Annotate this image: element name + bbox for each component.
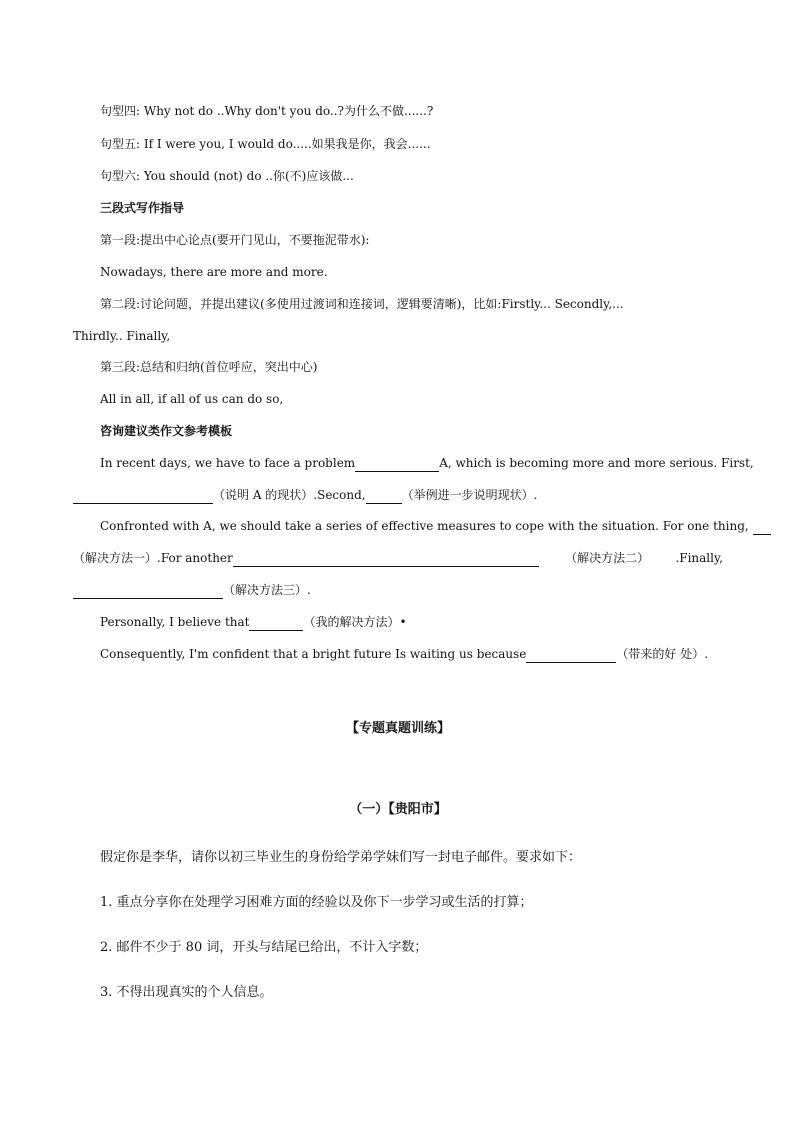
answer-blank (526, 649, 616, 663)
requirement-1: 1. 重点分享你在处理学习困难方面的经验以及你下一步学习或生活的打算； (100, 895, 533, 910)
template-l7a: Consequently, I'm confident that a bright future Is waiting us because (100, 647, 527, 661)
training-title: 【专题真题训练】 (345, 721, 450, 736)
para3-example: All in all, if all of us can do so, (100, 392, 284, 406)
template-l5: （解决方法三）. (223, 583, 311, 597)
template-l4c: .Finally, (675, 551, 723, 565)
template-line-5 (73, 581, 723, 599)
template-l1a: In recent days, we have to face a problem (100, 456, 356, 470)
pattern-6: 句型六: You should (not) do ..你(不)应该做... (100, 169, 354, 183)
template-l4b: （解决方法二） (565, 551, 650, 565)
template-l2b: （举例进一步说明现状）. (401, 488, 538, 502)
template-l1b: A, which is becoming more and more serious. First, (439, 456, 754, 470)
answer-blank (73, 585, 223, 599)
answer-blank (355, 458, 439, 472)
template-heading: 咨询建议类作文参考模板 (100, 424, 233, 438)
para1-guide: 第一段:提出中心论点(要开门见山，不要拖泥带水): (100, 233, 370, 247)
template-line-1 (100, 454, 754, 472)
para2-continuation: Thirdly.. Finally, (73, 329, 171, 343)
template-l3: Confronted with A, we should take a series of effective measures to cope with the situation. For one thing, (100, 519, 749, 533)
training-prompt: 假定你是李华，请你以初三毕业生的身份给学弟学妹们写一封电子邮件。要求如下： (100, 850, 582, 865)
template-l2a: （说明 A 的现状）.Second, (213, 488, 366, 502)
answer-blank (366, 490, 402, 504)
training-subtitle: （一）【贵阳市】 (349, 802, 447, 817)
pattern-5: 句型五: If I were you, I would do.....如果我是你，我会...... (100, 137, 431, 151)
answer-blank (249, 617, 303, 631)
answer-blank (233, 553, 539, 567)
para1-example: Nowadays, there are more and more. (100, 265, 328, 279)
template-line-3 (100, 517, 749, 535)
requirement-2: 2. 邮件不少于 80 词，开头与结尾已给出，不计入字数； (100, 940, 428, 955)
answer-blank (73, 490, 213, 504)
three-para-heading: 三段式写作指导 (100, 201, 185, 215)
template-line-4 (73, 549, 723, 567)
template-line-2 (73, 486, 723, 504)
template-l7b: （带来的好 处）. (616, 647, 709, 661)
pattern-4: 句型四: Why not do ..Why don't you do..?为什么不做......? (100, 104, 434, 118)
para2-guide: 第二段:讨论问题，并提出建议(多使用过渡词和连接词，逻辑要清晰)，比如:Firstly... Secondly,... (100, 297, 624, 311)
answer-blank (753, 521, 771, 535)
template-line-7 (100, 645, 722, 663)
template-l6b: （我的解决方法）• (303, 615, 407, 629)
para3-guide: 第三段:总结和归纳(首位呼应，突出中心) (100, 360, 318, 374)
template-l6a: Personally, I believe that (100, 615, 250, 629)
template-l4a: （解决方法一）.For another (73, 551, 233, 565)
requirement-3: 3. 不得出现真实的个人信息。 (100, 985, 273, 1000)
template-line-6 (100, 613, 722, 631)
